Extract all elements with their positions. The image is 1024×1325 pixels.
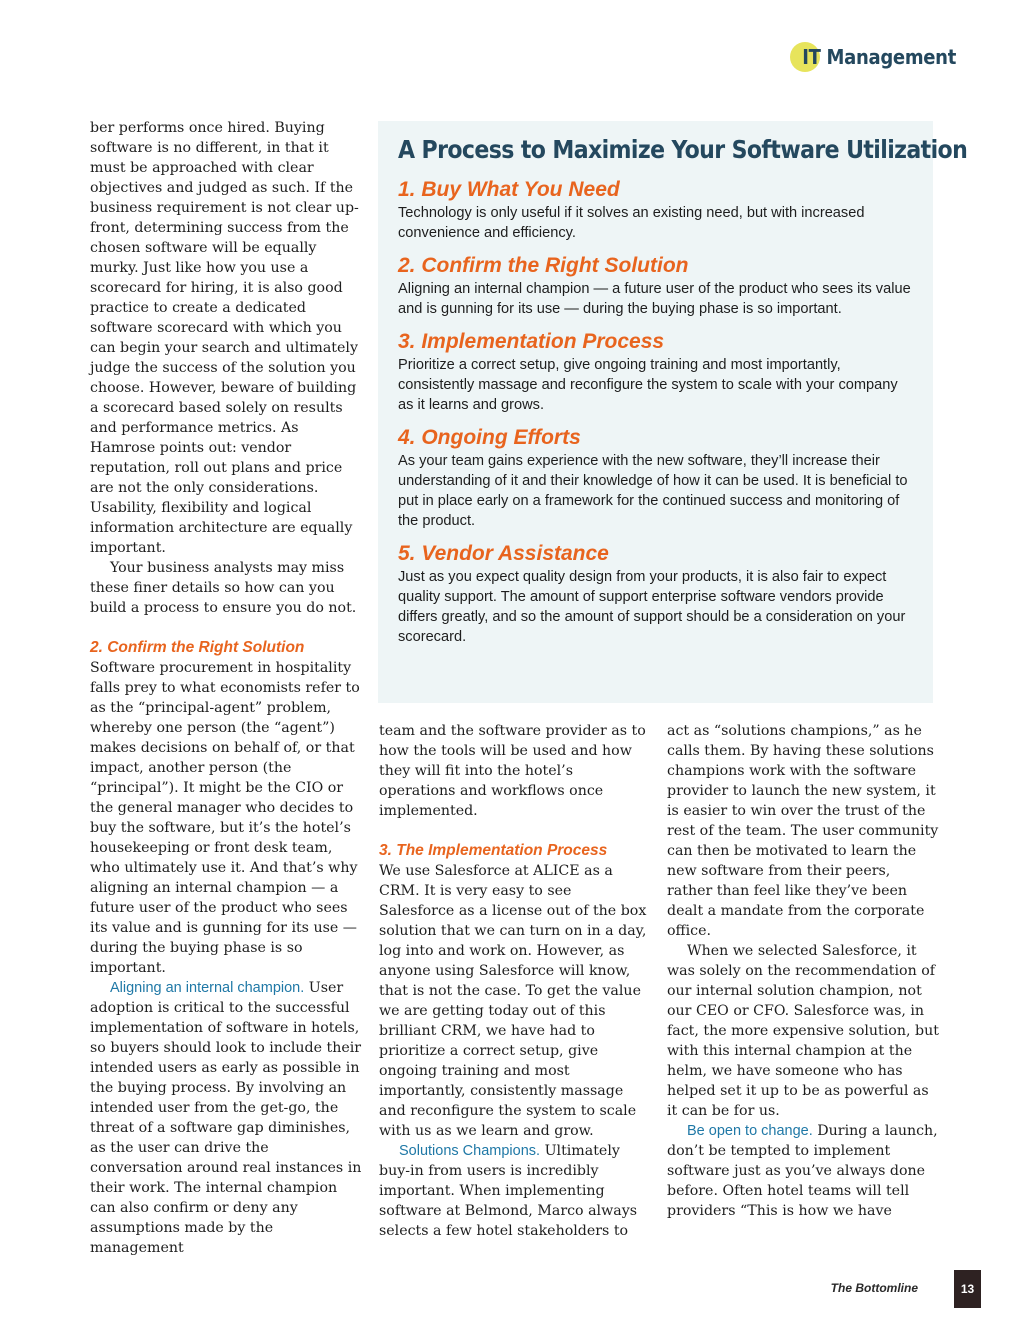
article-column-1 bbox=[90, 118, 362, 1258]
paragraph-lead-in: Aligning an internal champion. bbox=[110, 980, 305, 996]
publication-name: The Bottomline bbox=[830, 1281, 918, 1295]
sidebar-step bbox=[398, 541, 913, 647]
sidebar-step-body: As your team gains experience with the new software, they’ll increase their understanding of it and their knowledge of how it can be used. It is beneficial to put in place early on a framework for the continued success and monitoring of the product. bbox=[398, 453, 908, 529]
paragraph-text: User adoption is critical to the successful implementation of software in hotels, so buyers should look to include their intended users as early as possible in the buying process. By involving an intended user from the get-go, the threat of a software gap diminishes, as the user can drive the conversation around real instances in their work. The internal champion can also confirm or deny any assumptions made by the management bbox=[90, 980, 362, 1256]
body-paragraph: When we selected Salesforce, it was solely on the recommendation of our internal solution champion, not our CEO or CFO. Salesforce was, in fact, the more expensive solution, but with this internal champion at the helm, we have someone who has helped set it up to be as powerful as it can be for us. bbox=[667, 943, 939, 1119]
section-prefix: IT bbox=[802, 45, 821, 69]
body-paragraph bbox=[90, 978, 362, 1258]
process-sidebar bbox=[378, 121, 968, 703]
body-paragraph: Your business analysts may miss these finer details so how can you build a process to ensure you do not. bbox=[90, 560, 357, 616]
sidebar-step-heading: 1. Buy What You Need bbox=[398, 178, 620, 201]
body-paragraph: team and the software provider as to how the tools will be used and how they will fit into the hotel’s operations and workflows once implemented. bbox=[379, 723, 646, 819]
paragraph-lead-in: Solutions Champions. bbox=[399, 1143, 541, 1159]
sidebar-step-body: Aligning an internal champion — a future user of the product who sees its value and is gunning for its use — during the buying phase is so important. bbox=[398, 281, 911, 317]
body-paragraph: Software procurement in hospitality falls prey to what economists refer to as the “principal-agent” problem, whereby one person (the “agent”) makes decisions on behalf of, or that impact, another person (the “principal”). It might be the CIO or the general manager who decides to buy the software, but it’s the hotel’s housekeeping or front desk team, who ultimately use it. And that’s why aligning an internal champion — a future user of the product who sees its value and is gunning for its use — during the buying phase is so important. bbox=[90, 660, 360, 976]
paragraph-lead-in: Be open to change. bbox=[687, 1123, 813, 1139]
sidebar-title: A Process to Maximize Your Software Utilization bbox=[398, 135, 968, 164]
section-subheading: 3. The Implementation Process bbox=[379, 842, 608, 859]
sidebar-step-heading: 2. Confirm the Right Solution bbox=[398, 254, 689, 277]
sidebar-step-heading: 3. Implementation Process bbox=[398, 330, 665, 353]
body-paragraph bbox=[667, 1121, 939, 1221]
sidebar-step bbox=[398, 253, 913, 319]
page-number: 13 bbox=[954, 1270, 981, 1308]
sidebar-step-body: Just as you expect quality design from your products, it is also fair to expect quality support. The amount of support enterprise software vendors provide differs greatly, and so the amount of support should be a consideration on your scorecard. bbox=[398, 569, 906, 645]
sidebar-step-heading: 5. Vendor Assistance bbox=[398, 542, 609, 565]
body-paragraph: act as “solutions champions,” as he calls them. By having these solutions champions work with the software provider to launch the new system, it is easier to win over the trust of the rest of the team. The user community can then be motivated to learn the new software from their peers, rather than feel like they’ve been dealt a mandate from the corporate office. bbox=[667, 723, 939, 939]
article-column-2 bbox=[379, 721, 649, 1241]
paragraph-text: During a launch, don’t be tempted to implement software just as you’ve always done before. Often hotel teams will tell providers “This is how we have bbox=[667, 1123, 938, 1219]
sidebar-step bbox=[398, 425, 913, 531]
section-title bbox=[790, 40, 956, 74]
section-subheading: 2. Confirm the Right Solution bbox=[90, 639, 305, 656]
section-name: Management bbox=[820, 45, 956, 69]
paragraph-text: Ultimately buy-in from users is incredibly important. When implementing software at Belmond, Marco always selects a few hotel stakeholders to bbox=[379, 1143, 637, 1239]
body-paragraph bbox=[379, 1141, 649, 1241]
section-logo bbox=[790, 40, 956, 74]
body-paragraph: ber performs once hired. Buying software is no different, in that it must be approached with clear objectives and judged as such. If the business requirement is not clear up-front, determining success from the chosen software will be equally murky. Just like how you use a scorecard for hiring, it is also good practice to create a dedicated software scorecard with which you can begin your search and ultimately judge the success of the solution you choose. However, beware of building a scorecard based solely on results and performance metrics. As Hamrose points out: vendor reputation, roll out plans and price are not the only considerations. Usability, flexibility and logical information architecture are equally important. bbox=[90, 120, 359, 556]
sidebar-step-body: Prioritize a correct setup, give ongoing training and most importantly, consistently massage and reconfigure the system to scale with your company as it learns and grows. bbox=[398, 357, 898, 413]
sidebar-step bbox=[398, 329, 913, 415]
article-column-3 bbox=[667, 721, 939, 1221]
body-paragraph: We use Salesforce at ALICE as a CRM. It is very easy to see Salesforce as a license out of the box solution that we can turn on in a day, log into and work on. However, as anyone using Salesforce will know, that is not the case. To get the value we are getting today out of this brilliant CRM, we have had to prioritize a correct setup, give ongoing training and most importantly, consistently massage and reconfigure the system to scale with us as we learn and grow. bbox=[379, 863, 647, 1139]
sidebar-step-heading: 4. Ongoing Efforts bbox=[398, 426, 581, 449]
sidebar-step-body: Technology is only useful if it solves an existing need, but with increased convenience and efficiency. bbox=[398, 205, 865, 241]
sidebar-step bbox=[398, 177, 913, 243]
